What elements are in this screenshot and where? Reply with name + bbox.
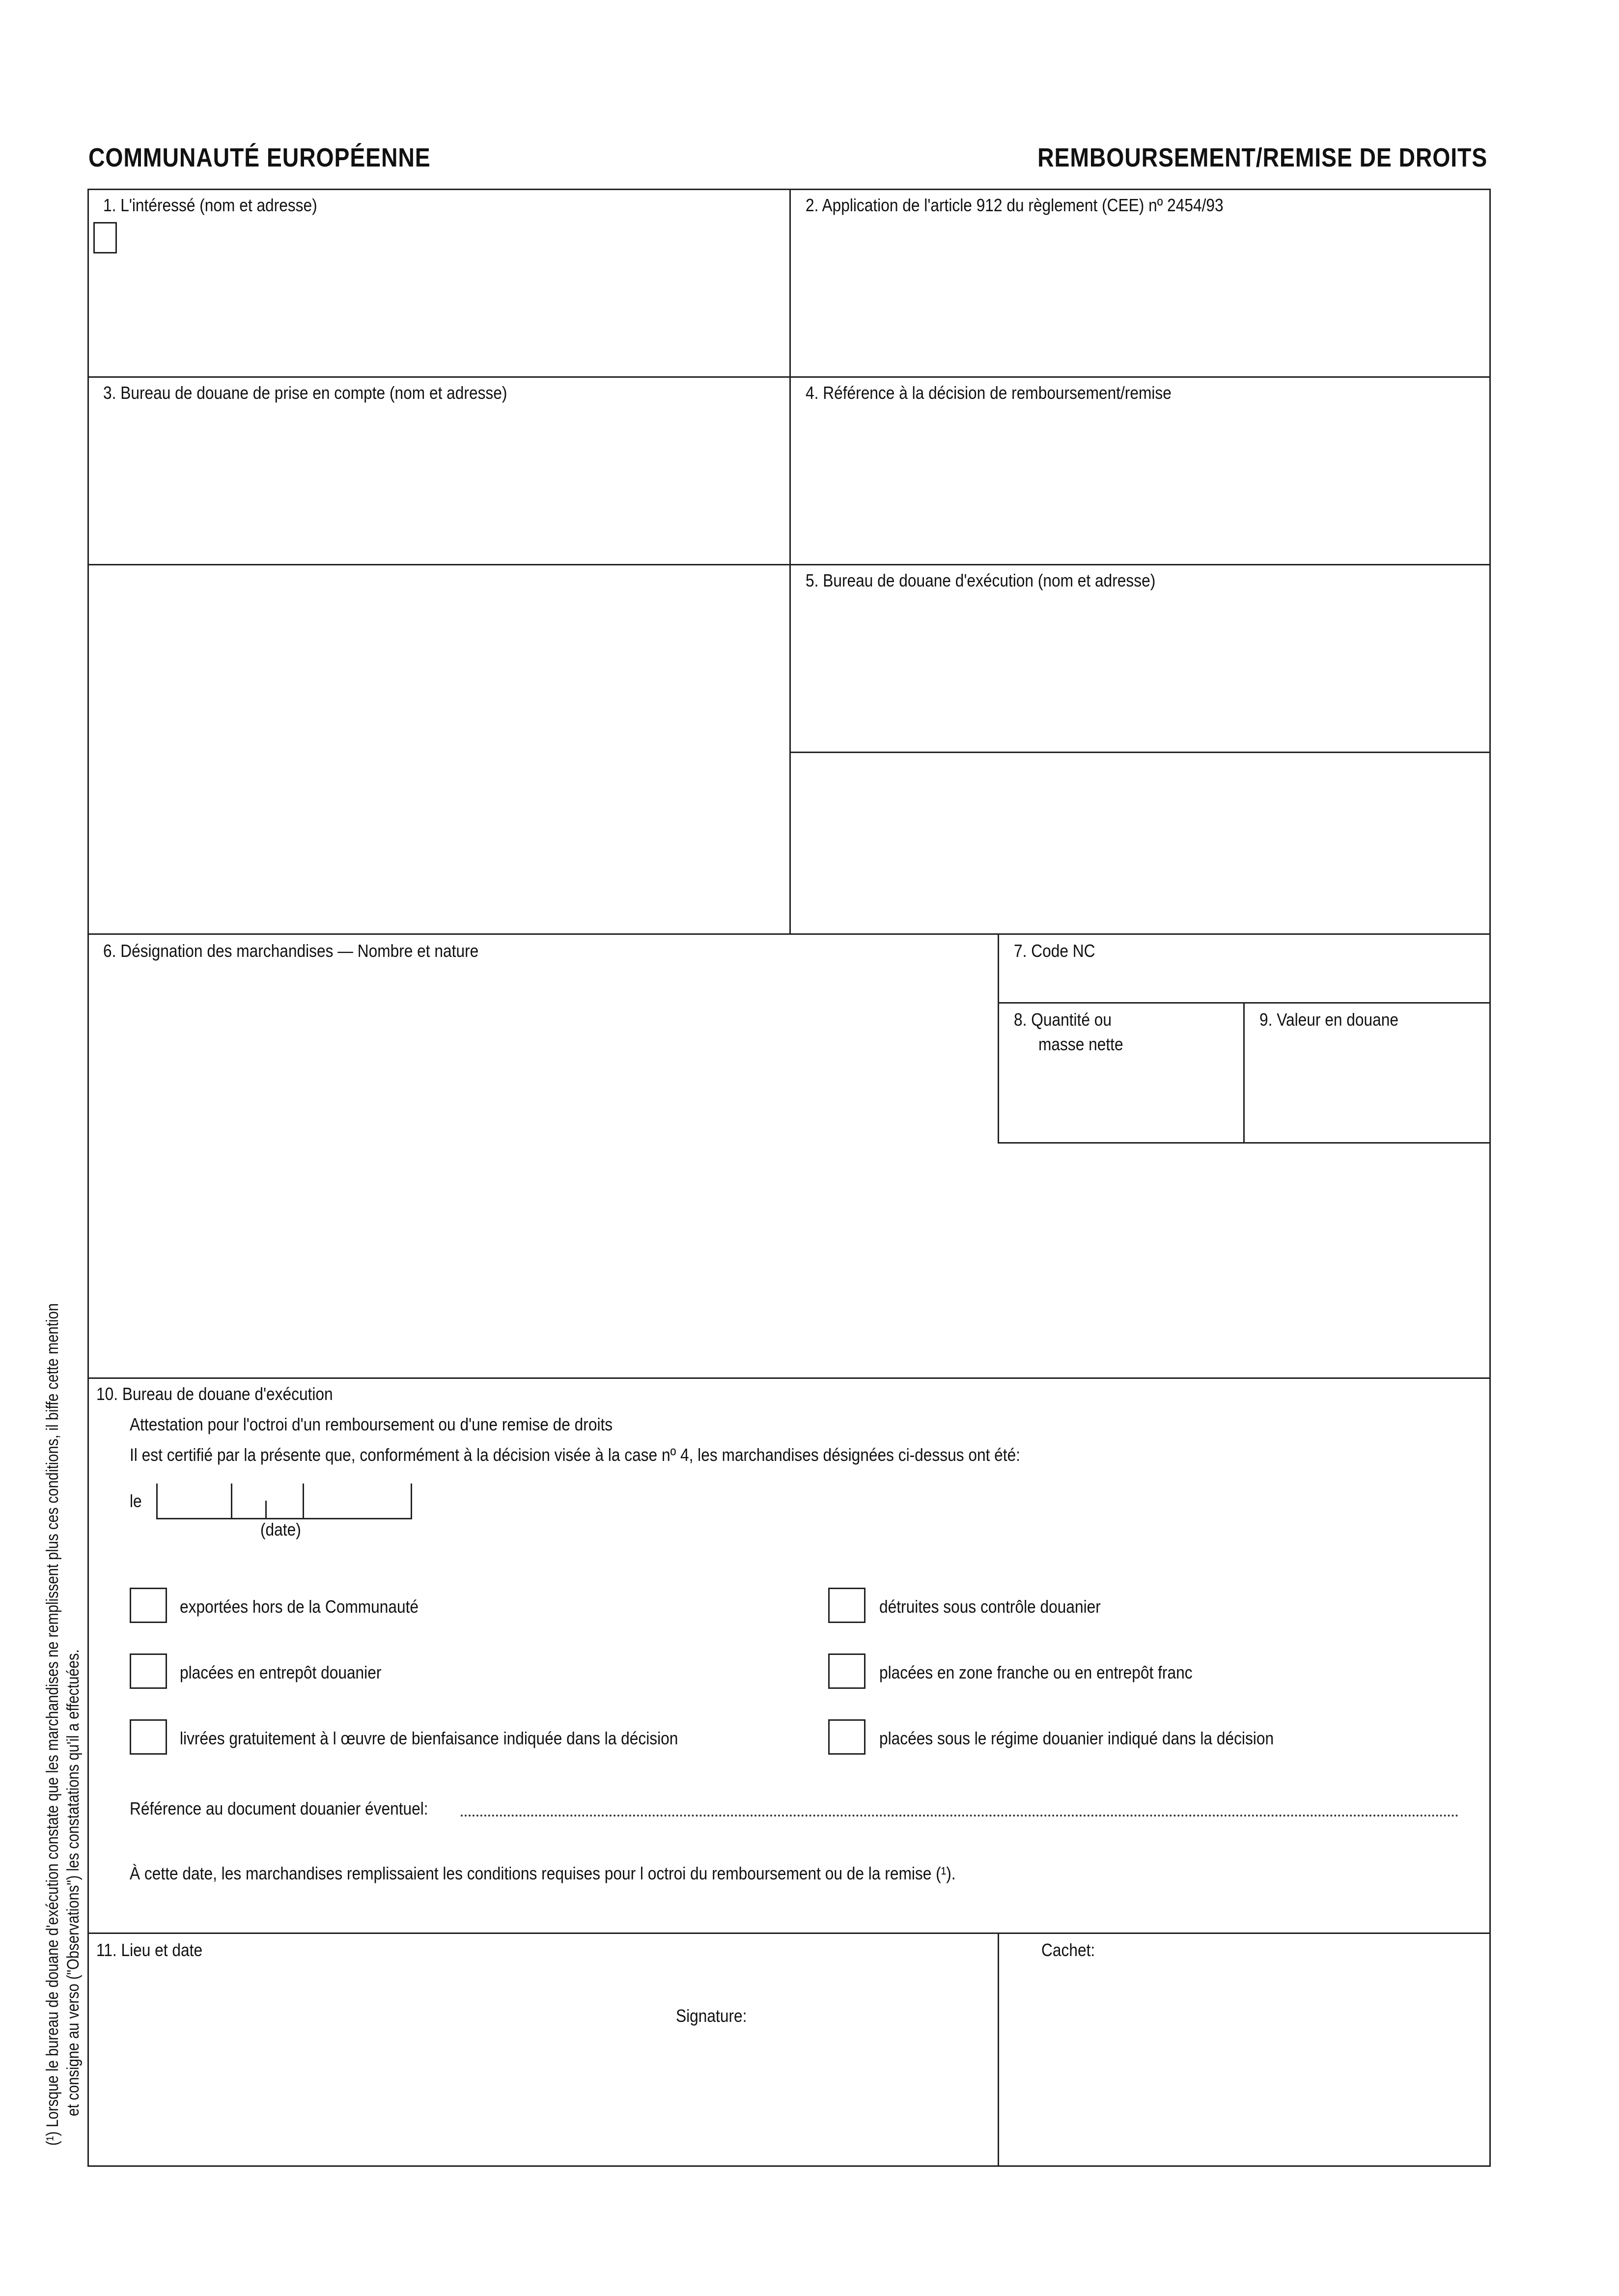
checkbox-livrees[interactable] [130, 1719, 167, 1755]
box-4-label: 4. Référence à la décision de remboursement/remise [806, 383, 1172, 403]
box-3-label: 3. Bureau de douane de prise en compte (nom et adresse) [103, 383, 507, 403]
reference-field[interactable] [461, 1815, 1459, 1817]
box-8-label: 8. Quantité ou [1014, 1009, 1112, 1030]
box-5-label: 5. Bureau de douane d'exécution (nom et adresse) [806, 570, 1156, 590]
option-zone-franche-label: placées en zone franche ou en entrepôt franc [879, 1662, 1193, 1682]
box-10-label: 10. Bureau de douane d'exécution [96, 1384, 333, 1404]
box-9-label: 9. Valeur en douane [1259, 1009, 1399, 1030]
side-footnote-line1: (¹) Lorsque le bureau de douane d'exécution constate que les marchandises ne remplissent plus ces conditions, il biffe cette mention [43, 1303, 62, 2146]
box-8-label-line2: masse nette [1038, 1034, 1123, 1054]
box-7-label: 7. Code NC [1014, 941, 1095, 961]
box-1-checkbox[interactable] [93, 222, 117, 253]
box-2-label: 2. Application de l'article 912 du règlement (CEE) nº 2454/93 [806, 195, 1224, 215]
certification-line: Il est certifié par la présente que, conformément à la décision visée à la case nº 4, les marchandises désignées ci-dessus ont été: [130, 1445, 1021, 1465]
signature-label: Signature: [676, 2006, 747, 2026]
attestation-line: Attestation pour l'octroi d'un remboursement ou d'une remise de droits [130, 1414, 613, 1434]
option-regime-label: placées sous le régime douanier indiqué dans la décision [879, 1728, 1274, 1748]
box-6-label: 6. Désignation des marchandises — Nombre et nature [103, 941, 479, 961]
form-title-right: REMBOURSEMENT/REMISE DE DROITS [1037, 143, 1487, 172]
form-title-left: COMMUNAUTÉ EUROPÉENNE [88, 143, 431, 172]
date-caption: (date) [260, 1519, 301, 1540]
side-footnote-line2: et consigne au verso ("Observations") les constatations qu'il a effectuées. [64, 1649, 83, 2116]
side-footnote [42, 1166, 84, 2146]
option-livrees-label: livrées gratuitement à l œuvre de bienfaisance indiquée dans la décision [180, 1728, 678, 1748]
cachet-label: Cachet: [1041, 1940, 1095, 1960]
option-detruites-label: détruites sous contrôle douanier [879, 1596, 1101, 1617]
box-11-label: 11. Lieu et date [96, 1940, 203, 1960]
checkbox-zone-franche[interactable] [828, 1653, 865, 1689]
option-exportees-label: exportées hors de la Communauté [180, 1596, 419, 1617]
checkbox-exportees[interactable] [130, 1588, 167, 1623]
reference-label: Référence au document douanier éventuel: [130, 1798, 428, 1819]
checkbox-detruites[interactable] [828, 1588, 865, 1623]
option-entrepot-label: placées en entrepôt douanier [180, 1662, 382, 1682]
box-1-label: 1. L'intéressé (nom et adresse) [103, 195, 317, 215]
checkbox-entrepot[interactable] [130, 1653, 167, 1689]
conditions-statement: À cette date, les marchandises remplissaient les conditions requises pour l octroi du remboursement ou de la remise (¹). [130, 1863, 956, 1883]
date-prefix: le [130, 1491, 142, 1511]
checkbox-regime[interactable] [828, 1719, 865, 1755]
